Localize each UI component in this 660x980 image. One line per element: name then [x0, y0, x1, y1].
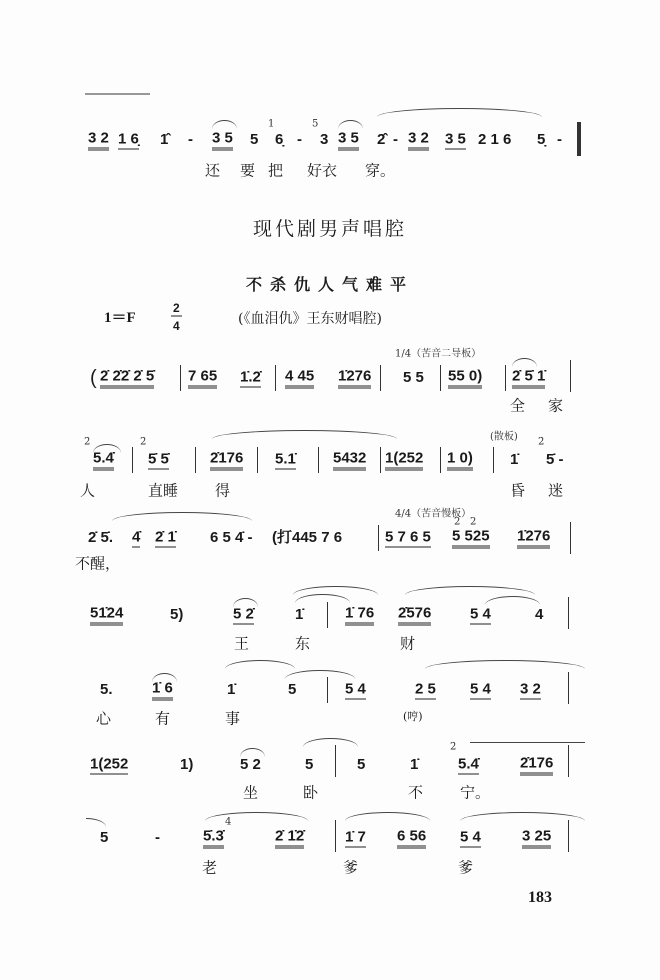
lyric: 好衣	[307, 161, 338, 180]
note: 3 2	[520, 680, 541, 698]
time-signature-bottom: 4	[173, 319, 180, 333]
note: 5	[357, 756, 366, 773]
note: -	[188, 131, 193, 148]
lyric: 把	[268, 161, 284, 180]
note: 5	[305, 756, 314, 773]
note: 5̇ 5̇	[148, 450, 169, 468]
note: 5 4	[345, 680, 366, 698]
note: 5 4	[460, 828, 481, 846]
note: 2̇ 5̇.	[88, 529, 114, 546]
note: 2 1 6	[478, 131, 512, 148]
note: 2̇ 5̇ 1̇	[512, 368, 545, 389]
note: 2̇176	[210, 450, 243, 471]
note: 1̇276	[517, 528, 550, 549]
lyric: 老	[202, 858, 218, 877]
note: 5̣	[537, 131, 546, 148]
note: -	[155, 829, 160, 846]
lyric: 卧	[303, 783, 319, 802]
grace-note: 2̇	[140, 436, 147, 448]
note: 5	[288, 681, 297, 698]
grace-note: 2	[470, 516, 477, 528]
grace-note: 2̇	[450, 741, 457, 753]
note: 6 56	[397, 828, 426, 849]
note: 2̂	[377, 131, 386, 148]
note: 1̇	[410, 756, 419, 773]
note: 6 5 4̇ -	[210, 529, 253, 546]
note: 5 525	[452, 528, 490, 549]
note: 2̇576	[398, 605, 431, 626]
note: 1 0)	[447, 450, 473, 471]
note: 3 5	[338, 130, 359, 151]
tempo-annotation: 4/4（苦音慢板）	[395, 508, 472, 520]
note: 1̇ 76	[345, 605, 374, 626]
note: 2̇ 1̇	[155, 528, 176, 546]
note: 5̇ -	[546, 451, 564, 468]
note: 2̇176	[520, 755, 553, 776]
note: (打445 7 6	[272, 529, 343, 546]
lyric: 心	[96, 709, 112, 728]
source-note: (《血泪仇》王东财唱腔)	[238, 311, 382, 327]
key-signature: 1＝F	[104, 310, 136, 326]
lyric: 昏	[510, 481, 526, 500]
lyric: 爹	[343, 858, 359, 877]
lyric: 不	[408, 783, 424, 802]
note: 3	[320, 131, 329, 148]
lyric: 得	[215, 481, 231, 500]
lyric: 穿。	[365, 161, 396, 180]
note: 3 5	[445, 130, 466, 148]
note: 3 2	[88, 130, 109, 151]
note: 5 4	[470, 680, 491, 698]
note: 1̇ 6	[152, 680, 173, 701]
tempo-annotation: (散板)	[490, 431, 518, 443]
lyric: 不醒，	[75, 554, 121, 573]
note: 1̇	[510, 451, 519, 468]
note: 1(252	[90, 755, 129, 773]
note: 4̇	[132, 528, 141, 546]
note: 51̇24	[90, 605, 123, 626]
note: 1 6̣	[118, 130, 139, 148]
note: 5̇.3̇	[203, 828, 224, 849]
time-signature-top: 2	[173, 301, 180, 315]
lyric: 王	[234, 634, 250, 653]
note: 3 5	[212, 130, 233, 151]
grace-note: 2	[454, 516, 461, 528]
note: 5.1̇	[275, 450, 296, 468]
lyric: 人	[80, 481, 96, 500]
note: 5)	[170, 606, 184, 623]
note: 5	[100, 829, 109, 846]
note: 5	[250, 131, 259, 148]
lyric: 事	[225, 709, 241, 728]
note: 5 4	[470, 605, 491, 623]
note: -	[297, 131, 302, 148]
lyric: 迷	[548, 481, 564, 500]
grace-note: 1	[268, 118, 275, 130]
note: 2 5	[415, 680, 436, 698]
note: 5 5	[403, 369, 424, 386]
note: 1̂	[160, 131, 169, 148]
note: 1̇	[295, 606, 304, 623]
note: 3 2	[408, 130, 429, 151]
note: 5 2	[240, 756, 261, 773]
lyric: 要	[240, 161, 256, 180]
note: 1(252	[385, 450, 423, 471]
lyric-note: (哼)	[403, 710, 423, 723]
note: 4	[535, 606, 544, 623]
note: 55 0)	[448, 368, 482, 389]
note: 5432	[333, 450, 366, 471]
lyric: 全	[510, 396, 526, 415]
lyric: 还	[205, 161, 221, 180]
note: 5 7 6 5	[385, 528, 431, 546]
note: 2̇ 2̇2̇ 2̇ 5̇	[100, 368, 154, 389]
lyric: 爹	[458, 858, 474, 877]
note: 7 65	[188, 368, 217, 389]
note: 1̇ 7	[345, 828, 366, 846]
note: 1̇.2̇	[240, 368, 261, 386]
note: 4 45	[285, 368, 314, 389]
note: 3 25	[522, 828, 551, 849]
lyric: 有	[155, 709, 171, 728]
lyric: 东	[295, 634, 311, 653]
note: 5.	[100, 681, 113, 698]
note: 2̇ 1̇2̇	[275, 828, 304, 849]
note: 1̇276	[338, 368, 371, 389]
note: 5.4̇	[458, 755, 479, 773]
grace-note: 4	[225, 816, 232, 828]
note: -	[557, 131, 562, 148]
lyric: 家	[548, 396, 564, 415]
song-title: 不杀仇人气难平	[245, 275, 414, 294]
note: 5.4̇	[93, 450, 114, 471]
section-heading: 现代剧男声唱腔	[252, 218, 407, 240]
page-number: 183	[528, 889, 552, 906]
grace-note: 2̇	[538, 436, 545, 448]
lyric: 宁。	[460, 783, 491, 802]
grace-note: 5	[312, 118, 319, 130]
note: (	[90, 367, 97, 389]
tempo-annotation: 1/4（苦音二导板）	[395, 348, 482, 360]
note: 1̇	[227, 681, 236, 698]
lyric: 财	[400, 634, 416, 653]
note: -	[393, 131, 398, 148]
note: 6̣	[275, 131, 284, 148]
lyric: 坐	[243, 783, 259, 802]
note: 1)	[180, 756, 194, 773]
lyric: 直睡	[148, 481, 179, 500]
grace-note: 2̇	[84, 436, 91, 448]
note: 5 2̇	[233, 605, 254, 623]
